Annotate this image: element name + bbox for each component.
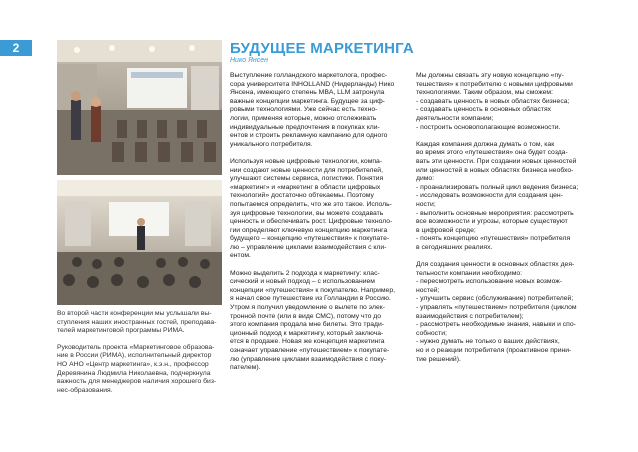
article-column-middle [230, 72, 408, 381]
middle-paragraph-1: Выступление голландского маркетолога, профес- сора университета INHOLLAND (Нидерланды) Нико Янсена, имеющего степень MBA, LLM затронула важные концепции маркетинга. Будущее за циф- ровыми технологиями. Уже сейчас есть техно- логии, применяя которые, можно отслеживать индивидуальные предпочтения в покупках кли- ентов и строить рекламную кампанию для одного уникального потребителя. [230, 72, 395, 148]
photo-caption [57, 310, 222, 403]
page-number-badge: 2 [0, 40, 32, 56]
article-column-right [416, 72, 594, 373]
conference-photo-top [57, 40, 222, 175]
right-paragraph-3: Для создания ценности в основных областях дея- тельности компании необходимо: - пересмотреть использование новых возмож- ностей; - улучшить сервис (обслуживание) потребителей; - управлять «путешествием» потребителя (циклом взаимодействия с потребителем); - рассмотреть необходимые знания, навыки и спо- собности; - нужно думать не только о ваших действиях, но и о реакции потребителя (проактивное прини- тие решений). [416, 261, 577, 363]
article-title: БУДУЩЕЕ МАРКЕТИНГА [230, 40, 414, 57]
article-author: Нико Янсен [230, 57, 268, 64]
conference-photo-bottom [57, 180, 222, 305]
caption-paragraph-2: Руководитель проекта «Маркетинговое образова- ние в России (РИМА), исполнительный директор НО АНО «Центр маркетинга», к.э.н., профессор Деревянина Людмила Николаевна, подчеркнула важность для менеджеров наличия хорошего биз- нес-образования. [57, 343, 217, 394]
right-paragraph-1: Мы должны связать эту новую концепцию «пу- тешествия» к потребителю с новыми цифровыми технологиями. Таким образом, мы сможем: - создавать ценность в новых областях бизнеса; - создавать ценность в основных областях деятельности компании; - построить основополагающие возможности. [416, 72, 573, 131]
right-paragraph-2: Каждая компания должна думать о том, как во время этого «путешествия» она будет созда- вать эти ценности. При создании новых ценностей или ценностей в новых областях бизнеса необхо- димо: - проанализировать полный цикл ведения бизнеса; - исследовать возможности для создания цен- ности; - выполнить основные мероприятия: рассмотреть все возможности и угрозы, которые существуют в цифровой среде; - понять концепцию «путешествия» потребителя в сегодняшних реалиях. [416, 140, 579, 251]
middle-paragraph-3: Можно выделить 2 подхода к маркетингу: клас- сический и новый подход – с использованием концепции «путешествия» к покупателю. Например, я начал свое путешествие из Голландии в Россию. Утром я получил уведомление о вылете по элек- тронной почте (или в виде СМС), потому что до этого компания продала мне билеты. Это тради- ционный подход к маркетингу, который заключа- ется в продаже. Новая же концепция маркетинга означает управление «путешествием» к покупате- лю (управление циклами взаимодействия с поку- пателем). [230, 269, 395, 372]
caption-paragraph-1: Во второй части конференции мы услышали вы- ступления наших иностранных гостей, преподава- телей маркетинговой программы РИМА. [57, 310, 217, 335]
middle-paragraph-2: Используя новые цифровые технологии, компа- нии создают новые ценности для потребителей, улучшают системы сервиса, логистики. Понятия «маркетинг» и «маркетинг в области цифровых технологий» достаточно обтекаемы. Поэтому попытаемся определить, что же это такое. Исполь- зуя цифровые технологии, вы можете создавать ценность и обеспечивать рост. Цифровые техноло- гии определяют ключевую концепцию маркетинга будущего – концепцию «путешествия» к покупате- лю – управление циклами взаимодействия с кли- ентом. [230, 157, 393, 260]
